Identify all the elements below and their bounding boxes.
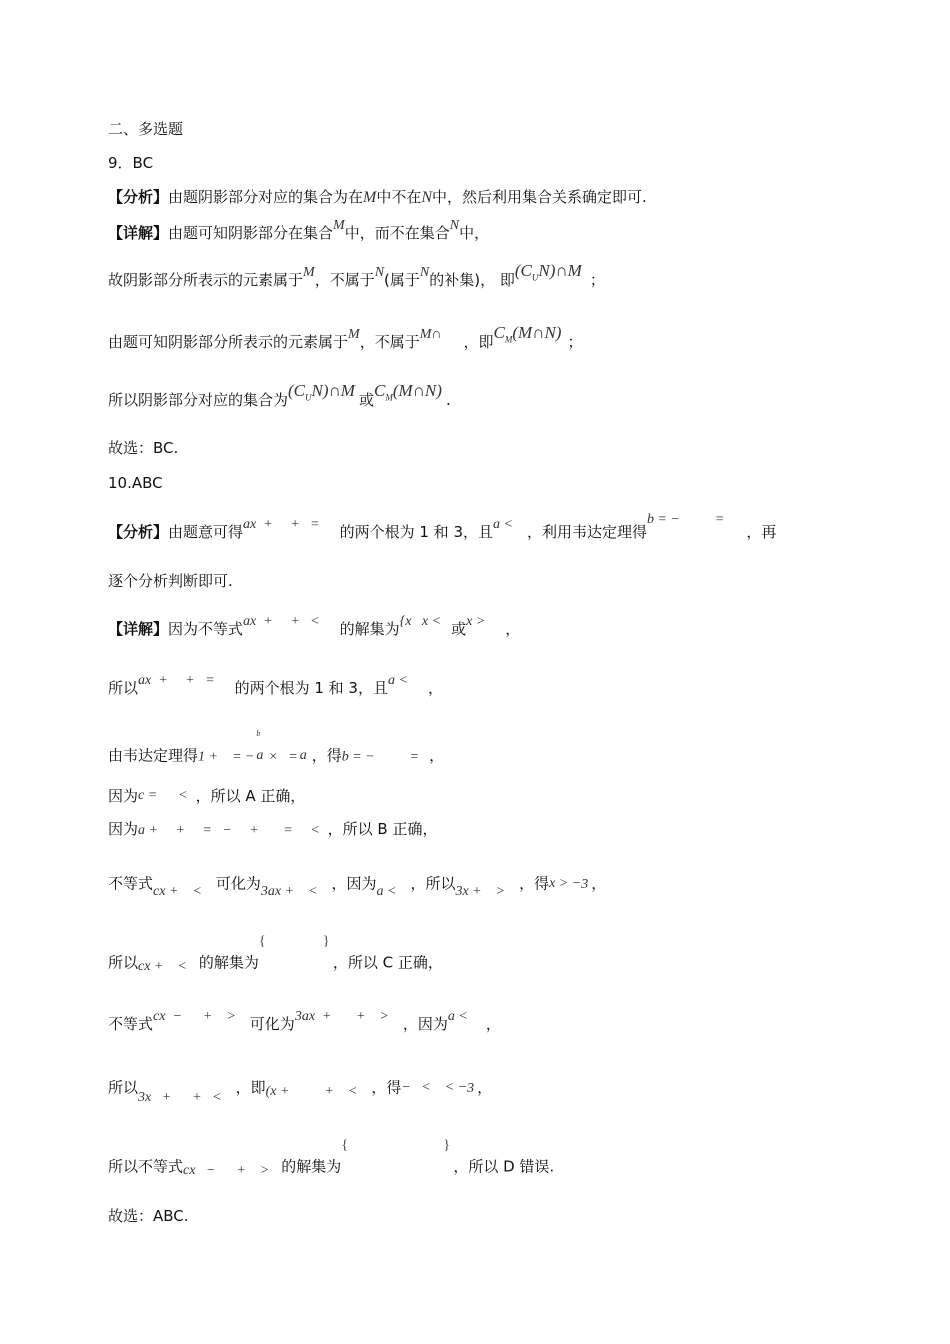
detail-text: 所以 xyxy=(108,953,139,972)
detail-text: ，不属于 xyxy=(314,271,375,289)
fraction-denominator: a xyxy=(256,748,264,763)
detail-text: ，即 xyxy=(463,333,494,351)
detail-text: 由题可知阴影部分所表示的元素属于 xyxy=(108,333,349,351)
detail-text: 中， xyxy=(459,224,490,242)
fraction-denominator: a xyxy=(299,748,307,763)
expr-part: C xyxy=(493,323,505,342)
fraction-numerator: b xyxy=(256,729,261,738)
expr: c = < xyxy=(138,788,188,803)
q10-detail-1 xyxy=(108,614,521,641)
detail-text: 或 xyxy=(451,620,467,638)
q10-detail-3 xyxy=(108,729,445,774)
q10-detail-2 xyxy=(108,673,443,700)
detail-text: ，所以 D 错误. xyxy=(453,1157,555,1176)
detail-text: (属于 xyxy=(384,271,420,289)
expr: cx + < xyxy=(138,958,187,974)
detail-text: 中，而不在集合 xyxy=(344,224,450,242)
expr: 3x + + < xyxy=(138,1089,222,1105)
detail-text: ， xyxy=(485,1015,501,1033)
detail-text: ，得 xyxy=(519,874,550,893)
expr: − < < − xyxy=(401,1079,468,1095)
detail-text: ，所以 xyxy=(410,874,456,893)
detail-text: . xyxy=(445,391,451,409)
expr: 3ax + + > xyxy=(294,1009,389,1024)
expr-sub: M xyxy=(385,392,393,403)
detail-tag: 【详解】 xyxy=(108,224,169,242)
expr-part: (M∩N) xyxy=(512,323,562,342)
analysis-text: ，利用韦达定理得 xyxy=(526,523,647,541)
expr: 3x + > xyxy=(455,883,506,899)
complement-expr xyxy=(373,381,442,403)
detail-text: ，不属于 xyxy=(359,333,420,351)
detail-text: 所以不等式 xyxy=(108,1157,184,1176)
analysis-text-mid: 中不在 xyxy=(376,188,422,206)
detail-text: 因为不等式 xyxy=(168,620,244,638)
set-n: N xyxy=(374,265,385,280)
complement-expr xyxy=(493,323,562,345)
expr: 1 + = − xyxy=(198,749,255,765)
expr-sub: M xyxy=(504,334,513,345)
left-brace: { xyxy=(258,934,266,949)
expr: cx − + > xyxy=(183,1162,270,1178)
detail-text: 不等式 xyxy=(108,1015,154,1033)
set-n: N xyxy=(449,218,460,233)
expr: M∩ xyxy=(419,327,442,342)
fraction-b-over-a xyxy=(254,729,268,772)
q10-detail-4 xyxy=(108,786,305,808)
detail-text: 的两个根为 1 和 3，且 xyxy=(234,679,388,697)
detail-text: 的解集为 xyxy=(198,953,259,972)
expr: cx − + > xyxy=(153,1009,236,1024)
fraction-one-third xyxy=(581,869,591,899)
analysis-text: ，再 xyxy=(746,523,777,541)
set-m: M xyxy=(363,189,377,206)
expr: b = − = xyxy=(646,512,725,527)
right-brace: } xyxy=(322,934,330,949)
set-expr: {x x < xyxy=(399,614,442,629)
q10-detail-7 xyxy=(108,934,443,986)
expr-part: C xyxy=(373,381,386,400)
expr-sub: U xyxy=(305,392,312,403)
analysis-tag: 【分析】 xyxy=(108,188,169,206)
expr: b = − = xyxy=(341,749,420,765)
detail-text: ； xyxy=(567,333,583,351)
right-brace: } xyxy=(443,1138,451,1153)
set-m: M xyxy=(333,218,345,233)
expr: a + + = − + = < xyxy=(138,823,320,838)
detail-text: 的解集为 xyxy=(281,1157,342,1176)
q10-answer: 10.ABC xyxy=(108,474,163,492)
q10-detail-8 xyxy=(108,1009,501,1036)
detail-text: 所以 xyxy=(108,1078,139,1097)
detail-text: ，即 xyxy=(235,1078,266,1097)
detail-text: ， xyxy=(427,679,443,697)
q10-detail-9 xyxy=(108,1073,492,1103)
q9-answer: 9．BC xyxy=(108,154,154,172)
detail-text: 可化为 xyxy=(215,874,261,893)
expr: a < xyxy=(493,517,513,532)
set-expr: x > xyxy=(466,614,486,629)
expr: a < xyxy=(447,1009,468,1024)
detail-text: 所以阴影部分对应的集合为 xyxy=(108,391,289,409)
expr: (x + + < xyxy=(265,1083,358,1099)
expr-part: (C xyxy=(514,261,532,280)
detail-text: 由题可知阴影部分在集合 xyxy=(168,224,334,242)
detail-text: ，所以 C 正确， xyxy=(332,953,443,972)
inequality: ax + + < xyxy=(243,614,320,629)
solution-set xyxy=(259,934,333,980)
expr-sub: U xyxy=(531,272,539,283)
expr-part: (C xyxy=(288,381,306,400)
fraction-denominator: 3 xyxy=(581,877,589,892)
section-title: 二、多选题 xyxy=(108,120,184,138)
set-n: N xyxy=(421,189,433,206)
expr: x > − xyxy=(549,875,582,891)
left-brace: { xyxy=(341,1138,349,1153)
detail-text: 故阴影部分所表示的元素属于 xyxy=(108,271,304,289)
detail-text: 的解集为 xyxy=(339,620,400,638)
expr: a < xyxy=(387,673,408,688)
detail-text: ，得 xyxy=(311,746,342,765)
analysis-tag: 【分析】 xyxy=(108,523,169,541)
fraction-c-over-a xyxy=(298,736,312,772)
set-n: N xyxy=(419,265,430,280)
detail-text: 的补集)， 即 xyxy=(429,271,515,289)
detail-text: 不等式 xyxy=(108,874,154,893)
q9-analysis xyxy=(108,187,647,208)
q10-detail-5 xyxy=(108,819,437,841)
q10-choice: 故选：ABC. xyxy=(108,1207,189,1225)
detail-text: 可化为 xyxy=(249,1015,295,1033)
complement-expr xyxy=(514,261,582,283)
set-m: M xyxy=(348,327,360,342)
detail-text: ， xyxy=(477,1078,493,1097)
q10-analysis xyxy=(108,512,777,544)
expr: a < xyxy=(376,883,397,899)
detail-text: 因为 xyxy=(108,820,139,838)
q9-detail-4 xyxy=(108,381,451,416)
detail-text: ，所以 A 正确， xyxy=(195,787,306,805)
expr-part: N)∩M xyxy=(311,381,355,400)
q9-detail-2 xyxy=(108,261,605,296)
detail-text: 由韦达定理得 xyxy=(108,746,199,765)
detail-text: ，因为 xyxy=(331,874,377,893)
equation: ax + + = xyxy=(138,673,215,688)
expr: 3ax + < xyxy=(260,883,318,899)
expr: cx + < xyxy=(153,883,202,899)
fraction-one-third xyxy=(467,1073,477,1103)
q10-detail-6 xyxy=(108,869,606,899)
q9-choice: 故选：BC. xyxy=(108,439,179,457)
analysis-text: 的两个根为 1 和 3，且 xyxy=(339,523,493,541)
detail-text: 或 xyxy=(358,391,374,409)
fraction-denominator: 3 xyxy=(467,1081,475,1096)
detail-text: ，因为 xyxy=(402,1015,448,1033)
q9-detail-3 xyxy=(108,323,583,358)
expr-part: (M∩N) xyxy=(392,381,442,400)
equation: ax + + = xyxy=(243,517,320,532)
analysis-text: 由题意可得 xyxy=(168,523,244,541)
solution-set xyxy=(341,1138,453,1184)
detail-text: ，得 xyxy=(371,1078,402,1097)
analysis-text: 由题阴影部分对应的集合为在 xyxy=(168,188,364,206)
detail-text: 所以 xyxy=(108,679,139,697)
detail-text: ， xyxy=(429,746,445,765)
expr: × = xyxy=(268,749,298,765)
q10-analysis-2: 逐个分析判断即可. xyxy=(108,572,233,590)
detail-text: ， xyxy=(591,874,607,893)
detail-tag: 【详解】 xyxy=(108,620,169,638)
detail-text: ， xyxy=(505,620,521,638)
set-m: M xyxy=(303,265,315,280)
analysis-text-end: 中，然后利用集合关系确定即可. xyxy=(432,188,647,206)
q10-detail-10 xyxy=(108,1138,555,1190)
detail-text: ； xyxy=(589,271,605,289)
detail-text: ，所以 B 正确， xyxy=(327,820,438,838)
complement-expr xyxy=(288,381,355,403)
expr-part: N)∩M xyxy=(538,261,582,280)
q9-detail-1 xyxy=(108,218,490,245)
detail-text: 因为 xyxy=(108,787,139,805)
